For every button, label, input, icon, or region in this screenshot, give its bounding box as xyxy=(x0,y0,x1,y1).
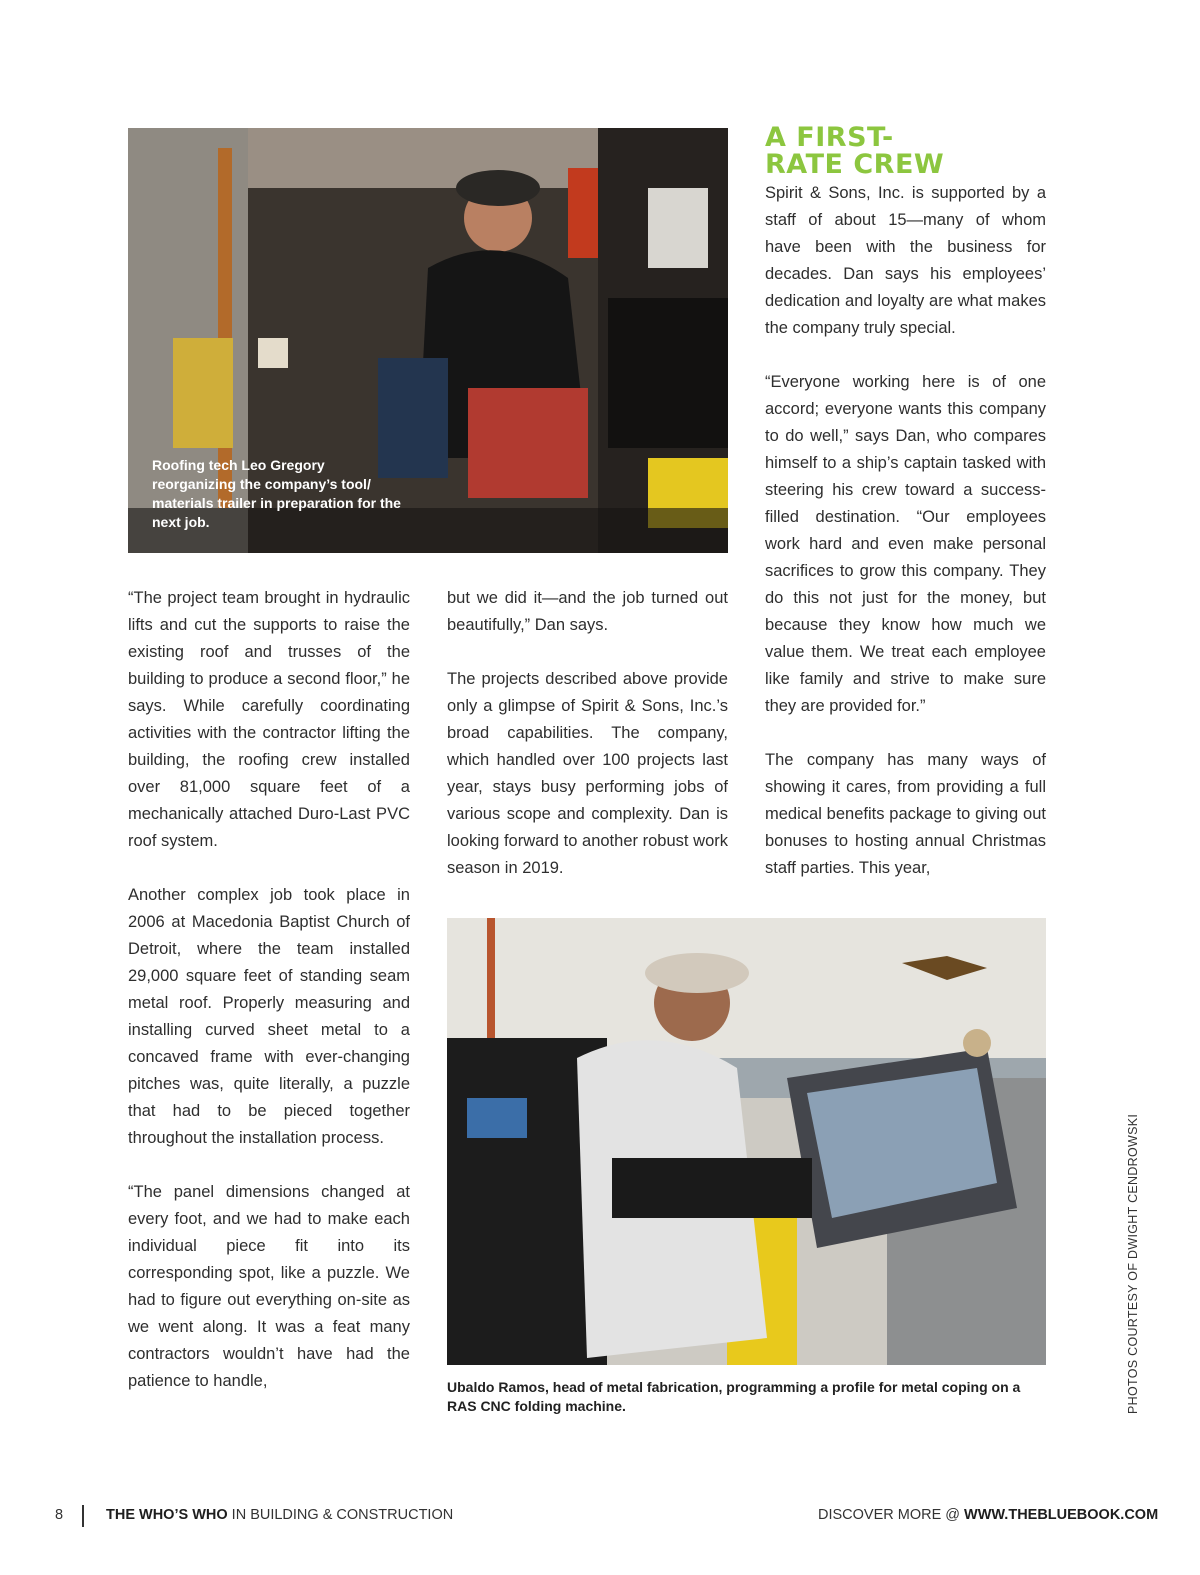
publication-name xyxy=(106,1507,453,1523)
article-column-2 xyxy=(447,585,728,882)
fabrication-photo-caption: Ubaldo Ramos, head of metal fabrication, programming a profile for metal coping on a RAS CNC folding machine. xyxy=(447,1379,1021,1414)
photo-credit: PHOTOS COURTESY OF DWIGHT CENDROWSKI xyxy=(1126,1113,1140,1414)
paragraph: “The panel dimensions changed at every foot, and we had to make each individual piece fit into its corresponding spot, like a puzzle. We had to figure out everything on-site as we went along. It was a feat many contractors wouldn’t have had the patience to handle, xyxy=(128,1183,410,1390)
page-number: 8 xyxy=(55,1507,64,1523)
discover-more-label: DISCOVER MORE @ xyxy=(818,1507,965,1523)
paragraph: The company has many ways of showing it cares, from providing a full medical benefits package to giving out bonuses to hosting annual Christmas staff parties. This year, xyxy=(765,751,1046,877)
paragraph: “Everyone working here is of one accord; everyone wants this company to do well,” says Dan, who compares himself to a ship’s captain tasked with steering his crew toward a success-filled destination. “Our employees work hard and even make personal sacrifices to grow this company. They do this not just for the money, but because they know how much we value them. We treat each employee like family and strive to make sure they are provided for.” xyxy=(765,373,1046,715)
publication-name-rest: IN BUILDING & CONSTRUCTION xyxy=(227,1507,454,1523)
paragraph: “The project team brought in hydraulic lifts and cut the supports to raise the existing roof and trusses of the building to produce a second floor,” he says. While carefully coordinating activities with the contractor lifting the building, the roofing crew installed over 81,000 square feet of a mechanically attached Duro-Last PVC roof system. xyxy=(128,589,410,850)
heading-line-2: RATE CREW xyxy=(765,149,945,180)
footer-divider xyxy=(82,1505,84,1527)
publication-name-bold: THE WHO’S WHO xyxy=(106,1507,228,1523)
trailer-photo-caption: Roofing tech Leo Gregory reorganizing the company’s tool/ materials trailer in preparation for the next job. xyxy=(152,457,401,530)
section-heading xyxy=(765,124,1055,178)
fabrication-photo xyxy=(447,918,1046,1365)
paragraph: but we did it—and the job turned out beautifully,” Dan says. xyxy=(447,589,728,634)
fabrication-photo-illustration xyxy=(447,918,1046,1365)
article-column-3 xyxy=(765,180,1046,882)
trailer-photo xyxy=(128,128,728,553)
paragraph: Spirit & Sons, Inc. is supported by a staff of about 15—many of whom have been with the business for decades. Dan says his employees’ dedication and loyalty are what makes the company truly special. xyxy=(765,184,1046,337)
article-column-1 xyxy=(128,585,410,1395)
paragraph: Another complex job took place in 2006 at Macedonia Baptist Church of Detroit, where the team installed 29,000 square feet of standing seam metal roof. Properly measuring and installing curved sheet metal to a concaved frame with ever-changing pitches was, quite literally, a puzzle that had to be pieced together throughout the installation process. xyxy=(128,886,410,1147)
paragraph: The projects described above provide only a glimpse of Spirit & Sons, Inc.’s broad capabilities. The company, which handled over 100 projects last year, stays busy performing jobs of various scope and complexity. Dan is looking forward to another robust work season in 2019. xyxy=(447,670,728,877)
website-link[interactable]: WWW.THEBLUEBOOK.COM xyxy=(964,1507,1159,1523)
discover-more xyxy=(818,1507,1158,1523)
heading-line-1: A FIRST- xyxy=(765,122,894,153)
